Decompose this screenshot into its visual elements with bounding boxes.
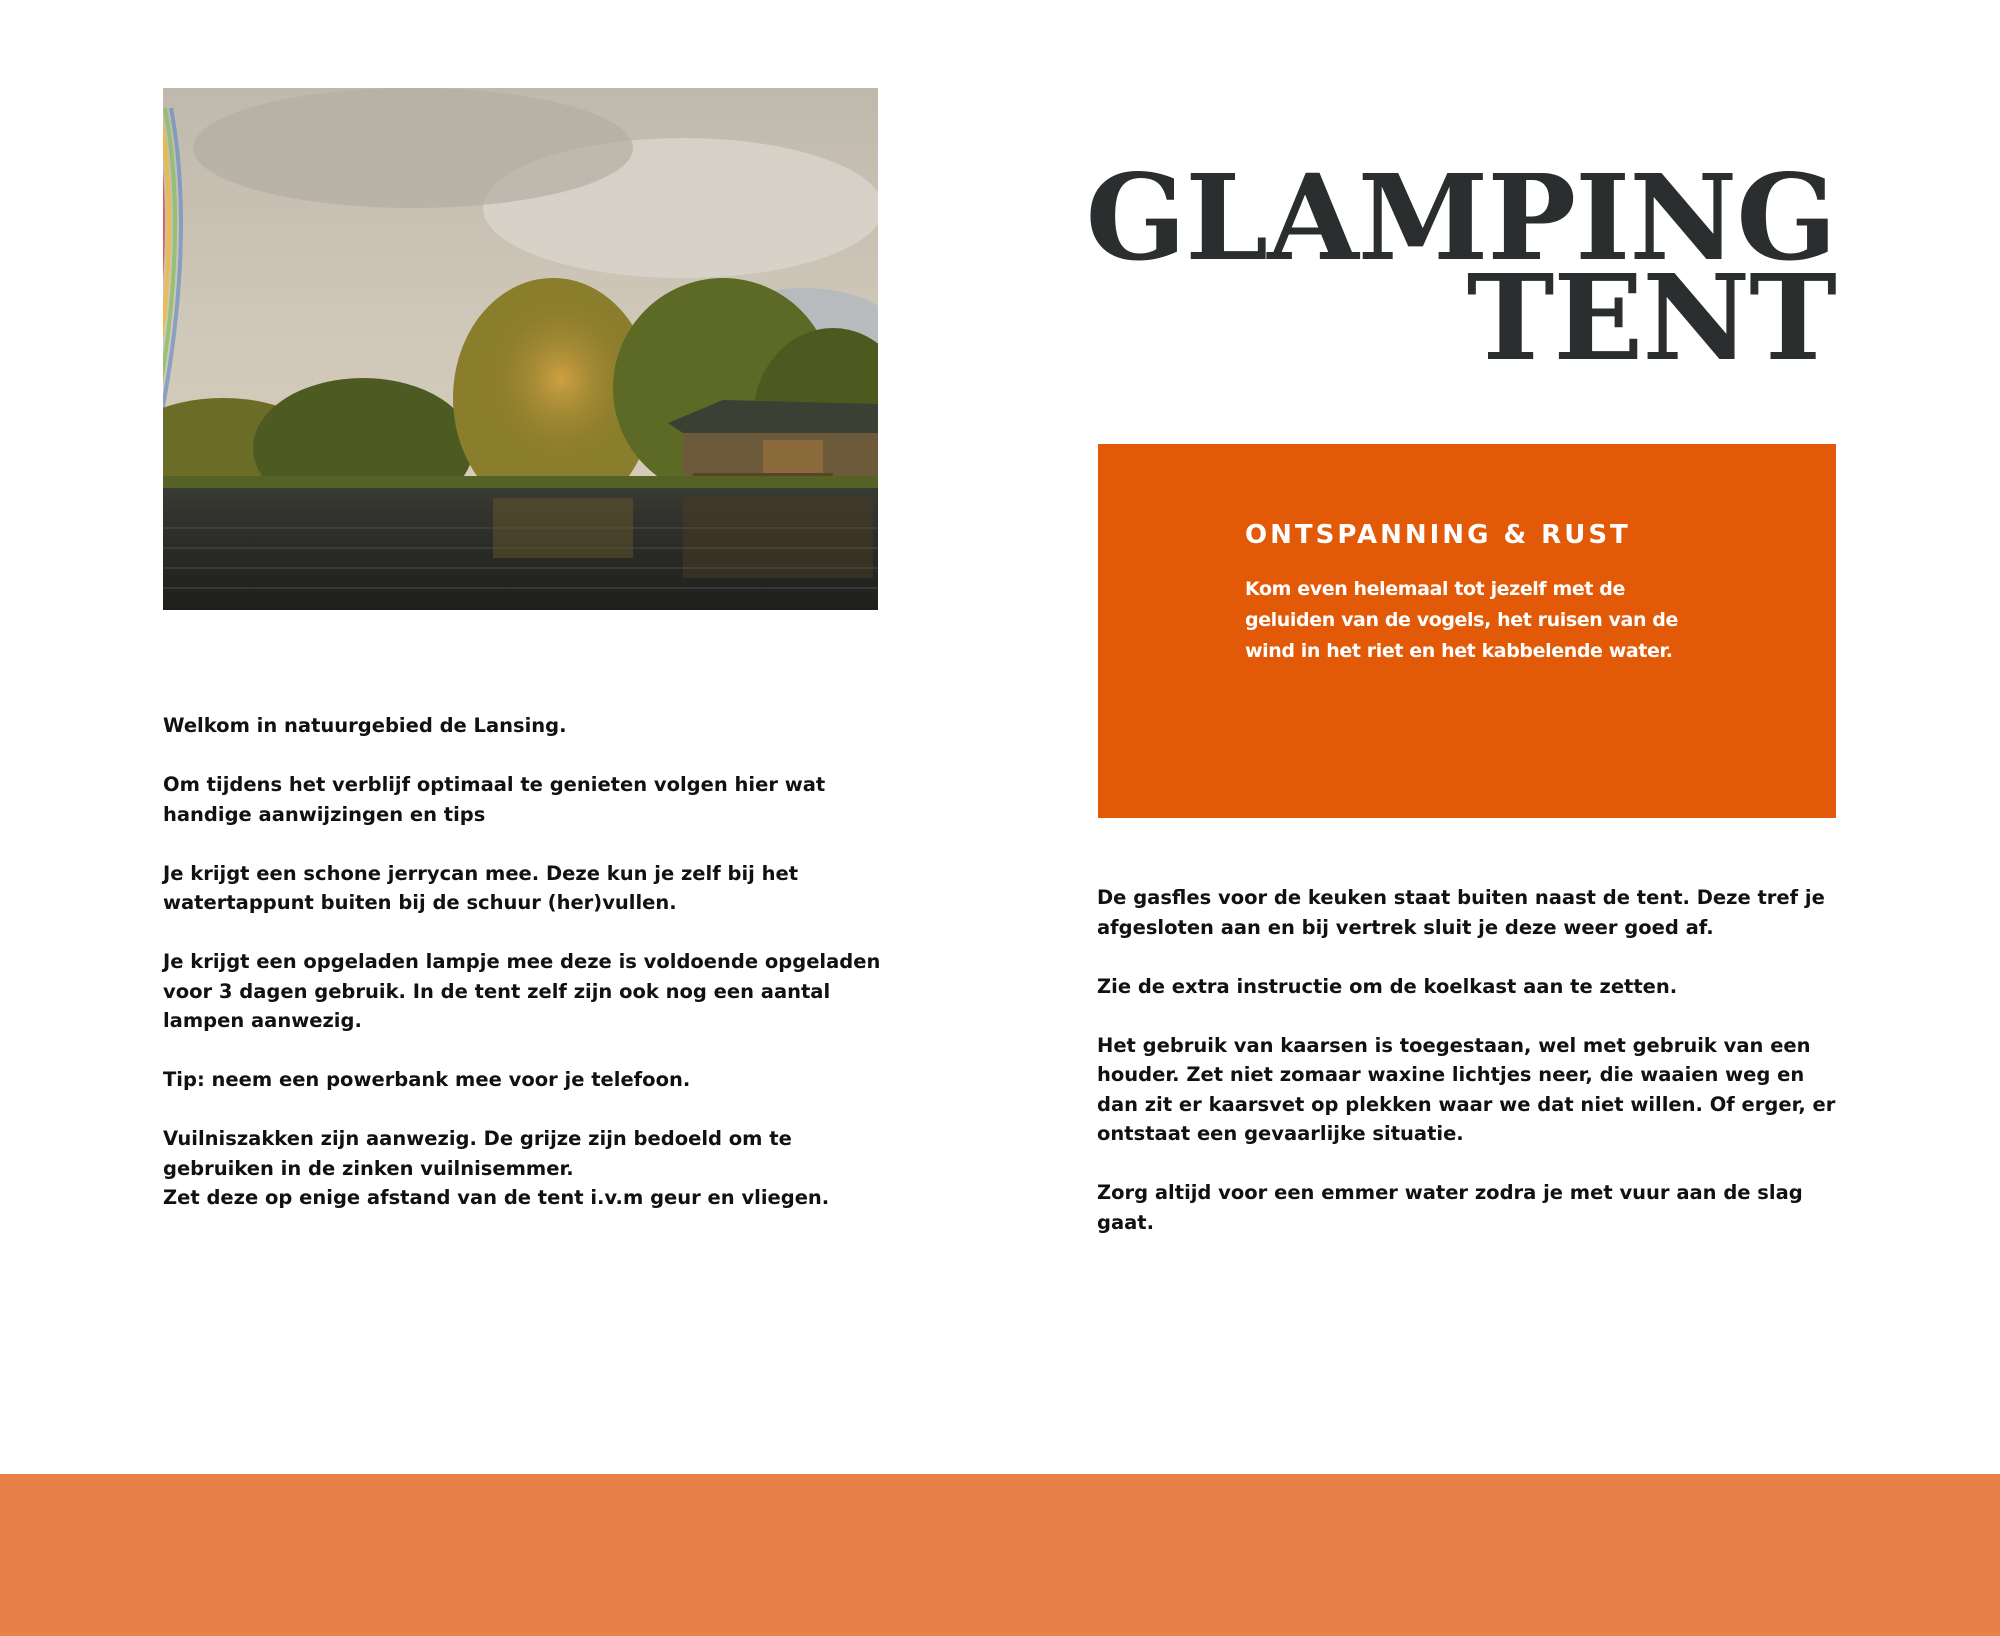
fridge-paragraph: Zie de extra instructie om de koelkast aan te zetten. xyxy=(1097,974,1678,998)
title-line-2: TENT xyxy=(1466,248,1836,387)
welcome-paragraph: Welkom in natuurgebied de Lansing. xyxy=(163,714,567,737)
tips-intro-paragraph: Om tijdens het verblijf optimaal te genieten volgen hier wat handige aanwijzingen en tips xyxy=(163,773,826,826)
right-text-column xyxy=(1097,883,1837,1267)
powerbank-tip-paragraph: Tip: neem een powerbank mee voor je telefoon. xyxy=(163,1068,691,1091)
gas-paragraph: De gasfles voor de keuken staat buiten naast de tent. Deze tref je afgesloten aan en bij vertrek sluit je deze weer goed af. xyxy=(1097,886,1825,939)
left-text-column xyxy=(163,711,883,1242)
jerrycan-paragraph: Je krijgt een schone jerrycan mee. Deze kun je zelf bij het watertappunt buiten bij de schuur (her)vullen. xyxy=(163,861,799,914)
highlight-heading: ONTSPANNING & RUST xyxy=(1245,520,1631,550)
tent-photo xyxy=(163,88,878,610)
waste-paragraph xyxy=(163,1124,883,1213)
title-line-1: GLAMPING xyxy=(1085,148,1836,287)
candles-paragraph: Het gebruik van kaarsen is toegestaan, wel met gebruik van een houder. Zet niet zomaar waxine lichtjes neer, die waaien weg en dan zit er kaarsvet op plekken waar we dat niet willen. Of erger, er ontstaat een gevaarlijke situatie. xyxy=(1097,1033,1836,1145)
highlight-box xyxy=(1098,444,1836,818)
page-title xyxy=(1076,148,1836,387)
footer-band xyxy=(0,1474,2000,1636)
waste-line-2: Zet deze op enige afstand van de tent i.v.m geur en vliegen. xyxy=(163,1186,830,1209)
tent-photo-illustration xyxy=(163,88,878,610)
waste-line-1: Vuilniszakken zijn aanwezig. De grijze zijn bedoeld om te gebruiken in de zinken vuilnisemmer. xyxy=(163,1127,792,1180)
fire-safety-paragraph: Zorg altijd voor een emmer water zodra je met vuur aan de slag gaat. xyxy=(1097,1181,1803,1234)
highlight-text: Kom even helemaal tot jezelf met de geluiden van de vogels, het ruisen van de wind in het riet en het kabbelende water. xyxy=(1245,578,1678,662)
lamp-paragraph: Je krijgt een opgeladen lampje mee deze is voldoende opgeladen voor 3 dagen gebruik. In de tent zelf zijn ook nog een aantal lampen aanwezig. xyxy=(163,950,881,1032)
